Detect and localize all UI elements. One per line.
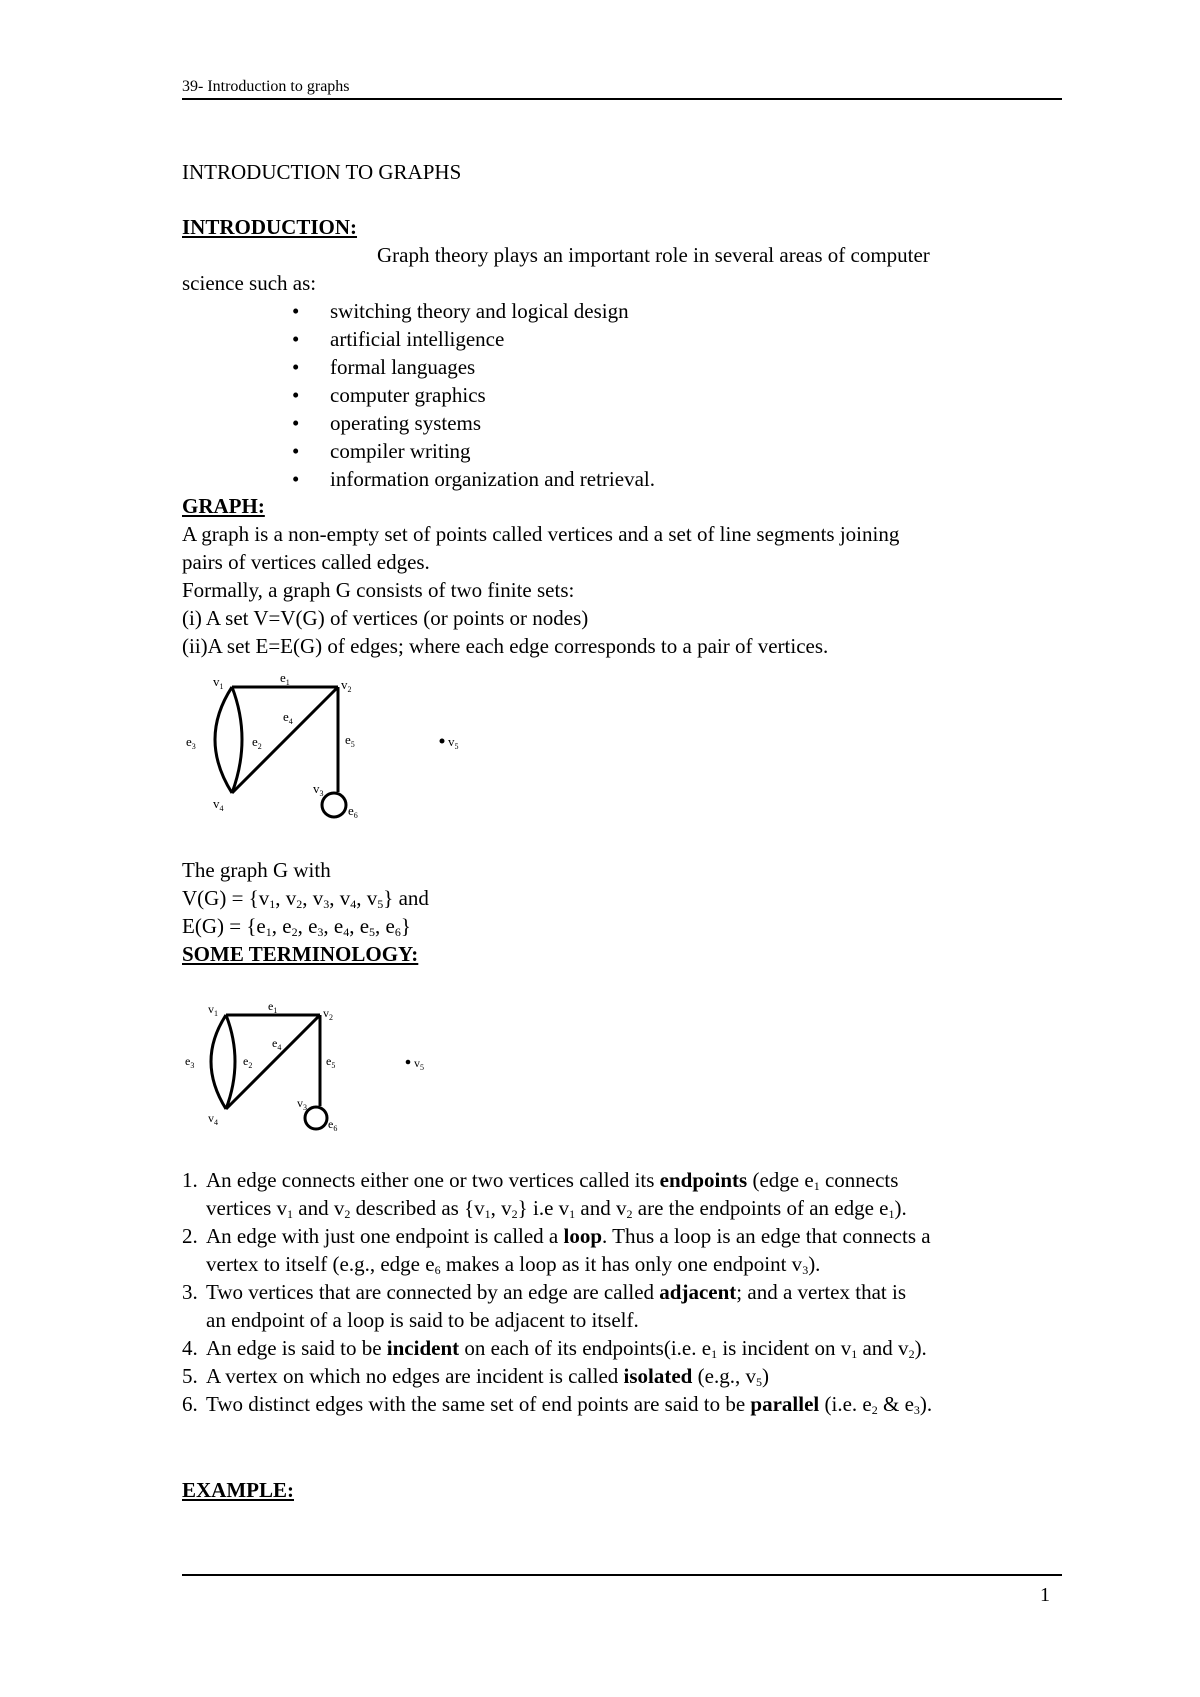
edge-label-e4: $e_4$ (272, 1036, 282, 1052)
list-item-text: computer graphics (330, 383, 486, 407)
edge-e2 (226, 1015, 235, 1109)
document-title: INTRODUCTION TO GRAPHS (182, 160, 462, 184)
vertex-label-v3: $v_3$ (297, 1096, 307, 1112)
terminology-list (182, 1166, 1062, 1418)
graph-desc-line1: The graph G with (182, 858, 331, 882)
list-item-text: artificial intelligence (330, 327, 505, 351)
graph-diagram-1 (180, 665, 500, 830)
list-item: 4. An edge is said to be incident on each of its endpoints(i.e. $e_1$ is incident on $v_1$ and $v_2$). (182, 1336, 927, 1361)
list-item-continuation: an endpoint of a loop is said to be adjacent to itself. (206, 1308, 639, 1332)
edge-e3 (211, 1015, 226, 1109)
edge-label-e2: $e_2$ (243, 1054, 253, 1070)
edge-label-e4: $e_4$ (283, 709, 293, 726)
header-rule (182, 98, 1062, 100)
bullet-glyph: • (292, 355, 300, 379)
edge-label-e6: $e_6$ (348, 803, 358, 820)
vertex-set-line: $V(G) = \{v_1$, $v_2$, $v_3$, $v_4$, $v_5$} and (182, 886, 429, 911)
edge-e2 (232, 687, 242, 793)
edge-label-e3: $e_3$ (186, 734, 196, 751)
list-item-text: formal languages (330, 355, 476, 379)
list-item-continuation: vertices $v_1$ and $v_2$ described as {$v_1$, $v_2$} i.e $v_1$ and $v_2$ are the endpoints of an edge $e_1$). (206, 1196, 907, 1221)
edge-set-line: $E(G) = \{e_1$, $e_2$, $e_3$, $e_4$, $e_5$, $e_6$} (182, 914, 411, 939)
bullet-glyph: • (292, 299, 300, 323)
graph-def-line1: A graph is a non-empty set of points called vertices and a set of line segments joining (182, 522, 900, 546)
list-item-continuation: vertex to itself (e.g., edge $e_6$ makes a loop as it has only one endpoint $v_3$). (206, 1252, 821, 1277)
bullet-glyph: • (292, 383, 300, 407)
graph-heading: GRAPH: (182, 494, 265, 518)
bullet-glyph: • (292, 467, 300, 491)
bullet-glyph: • (292, 327, 300, 351)
list-item: 5. A vertex on which no edges are incident is called isolated (e.g., $v_5$) (182, 1364, 769, 1389)
edge-e4 (232, 687, 338, 793)
vertex-v5-dot (406, 1060, 411, 1065)
list-item (292, 353, 892, 381)
intro-paragraph-line2: science such as: (182, 271, 317, 295)
application-areas-list (292, 297, 892, 493)
list-item (292, 381, 892, 409)
vertex-label-v5: $v_5$ (414, 1056, 424, 1072)
footer-rule (182, 1574, 1062, 1576)
vertex-label-v1: $v_1$ (208, 1002, 218, 1018)
list-item (292, 297, 892, 325)
list-item: 3. Two vertices that are connected by an edge are called adjacent; and a vertex that is (182, 1280, 906, 1304)
list-item (292, 409, 892, 437)
edge-label-e6: $e_6$ (328, 1117, 338, 1133)
vertex-label-v5: $v_5$ (448, 734, 459, 751)
graph-def-line2: pairs of vertices called edges. (182, 550, 430, 574)
edge-e3 (215, 687, 232, 793)
vertex-label-v2: $v_2$ (323, 1006, 333, 1022)
terminology-heading: SOME TERMINOLOGY: (182, 942, 419, 966)
edge-e4 (226, 1015, 320, 1109)
vertex-label-v2: $v_2$ (341, 677, 352, 694)
list-item: 2. An edge with just one endpoint is called a loop. Thus a loop is an edge that connects a (182, 1224, 931, 1248)
edge-label-e2: $e_2$ (252, 734, 262, 751)
introduction-heading: INTRODUCTION: (182, 215, 358, 239)
vertex-label-v3: $v_3$ (313, 781, 324, 798)
edge-e6-loop (322, 793, 346, 817)
bullet-glyph: • (292, 439, 300, 463)
vertex-label-v4: $v_4$ (213, 796, 224, 813)
edge-label-e3: $e_3$ (185, 1054, 195, 1070)
edge-e6-loop (305, 1107, 327, 1129)
example-heading: EXAMPLE: (182, 1478, 294, 1502)
edge-label-e5: $e_5$ (326, 1054, 336, 1070)
edge-label-e5: $e_5$ (345, 732, 355, 749)
graph-def-line5: (ii)A set E=E(G) of edges; where each edge corresponds to a pair of vertices. (182, 634, 829, 658)
running-header: 39- Introduction to graphs (182, 78, 350, 95)
list-item (292, 437, 892, 465)
intro-paragraph-line1: Graph theory plays an important role in several areas of computer (377, 243, 930, 267)
list-item-text: information organization and retrieval. (330, 467, 655, 491)
graph-def-line3: Formally, a graph G consists of two finite sets: (182, 578, 575, 602)
list-item-text: switching theory and logical design (330, 299, 629, 323)
vertex-v5-dot (440, 739, 445, 744)
bullet-glyph: • (292, 411, 300, 435)
list-item-text: compiler writing (330, 439, 471, 463)
list-item (292, 325, 892, 353)
list-item-text: operating systems (330, 411, 482, 435)
list-item: 6. Two distinct edges with the same set of end points are said to be parallel (i.e. $e_2$ & $e_3$). (182, 1392, 933, 1417)
vertex-label-v1: $v_1$ (213, 674, 224, 691)
list-item: 1. An edge connects either one or two vertices called its endpoints (edge $e_1$ connects (182, 1168, 899, 1193)
edge-label-e1: $e_1$ (268, 999, 278, 1015)
graph-def-line4: (i) A set V=V(G) of vertices (or points or nodes) (182, 606, 589, 630)
vertex-label-v4: $v_4$ (208, 1111, 218, 1127)
page-number: 1 (1040, 1584, 1050, 1606)
list-item (292, 465, 892, 493)
edge-label-e1: $e_1$ (280, 670, 290, 687)
graph-diagram-2 (180, 995, 450, 1140)
